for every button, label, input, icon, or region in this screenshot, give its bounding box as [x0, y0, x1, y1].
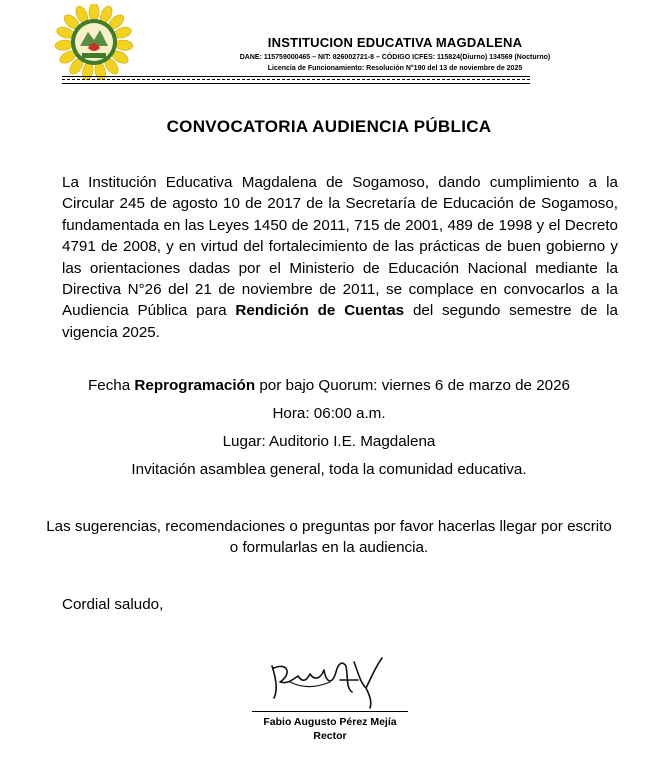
signature-line — [252, 711, 408, 712]
invitation-line: Invitación asamblea general, toda la comunidad educativa. — [131, 461, 527, 478]
signer-role: Rector — [313, 730, 347, 742]
place-line: Lugar: Auditorio I.E. Magdalena — [222, 433, 436, 450]
body-text: La Institución Educativa Magdalena de Sogamoso, dando cumplimiento a la Circular 245 de agosto 10 de 2017 de la Secretaría de Educación de Sogamoso, fundamentada en las Leyes 1450 de 2011, 715 de 2001, 489 de 1998 y el Decreto 4791 de 2008, y en virtud del fortalecimiento de las prácticas de buen gobierno y las orientaciones dadas por el Ministerio de Educación Nacional mediante la Directiva N°26 del 21 de noviembre de 2011, se complace en convocarlos a la Audiencia Pública para — [62, 174, 618, 320]
suggestions-paragraph: Las sugerencias, recomendaciones o preguntas por favor hacerlas llegar por escrito o formularlas en la audiencia. — [46, 518, 612, 556]
institution-logo-icon — [52, 4, 136, 80]
time-line: Hora: 06:00 a.m. — [272, 405, 386, 422]
date-suffix: por bajo Quorum: viernes 6 de marzo de 2026 — [255, 377, 571, 394]
date-bold: Reprogramación — [134, 377, 256, 394]
signer-name: Fabio Augusto Pérez Mejía — [263, 716, 397, 728]
date-line — [0, 377, 658, 394]
institution-ids: DANE: 115759000465 – NIT: 826002721-8 – CÓDIGO ICFES: 115824(Diurno) 134569 (Nocturno) — [239, 54, 551, 61]
signature-icon — [262, 652, 392, 712]
greeting: Cordial saludo, — [62, 596, 164, 613]
body-text-end: del segundo semestre de la vigencia 2025. — [62, 302, 618, 341]
body-paragraph — [62, 172, 618, 343]
date-prefix: Fecha — [87, 377, 135, 394]
body-text-bold: Rendición de Cuentas — [235, 302, 405, 320]
institution-license: Licencia de Funcionamiento: Resolución N°190 del 13 de noviembre de 2025 — [267, 65, 523, 72]
header-divider — [62, 76, 530, 84]
institution-name: INSTITUCION EDUCATIVA MAGDALENA — [267, 35, 523, 50]
document-title: CONVOCATORIA AUDIENCIA PÚBLICA — [166, 117, 492, 136]
